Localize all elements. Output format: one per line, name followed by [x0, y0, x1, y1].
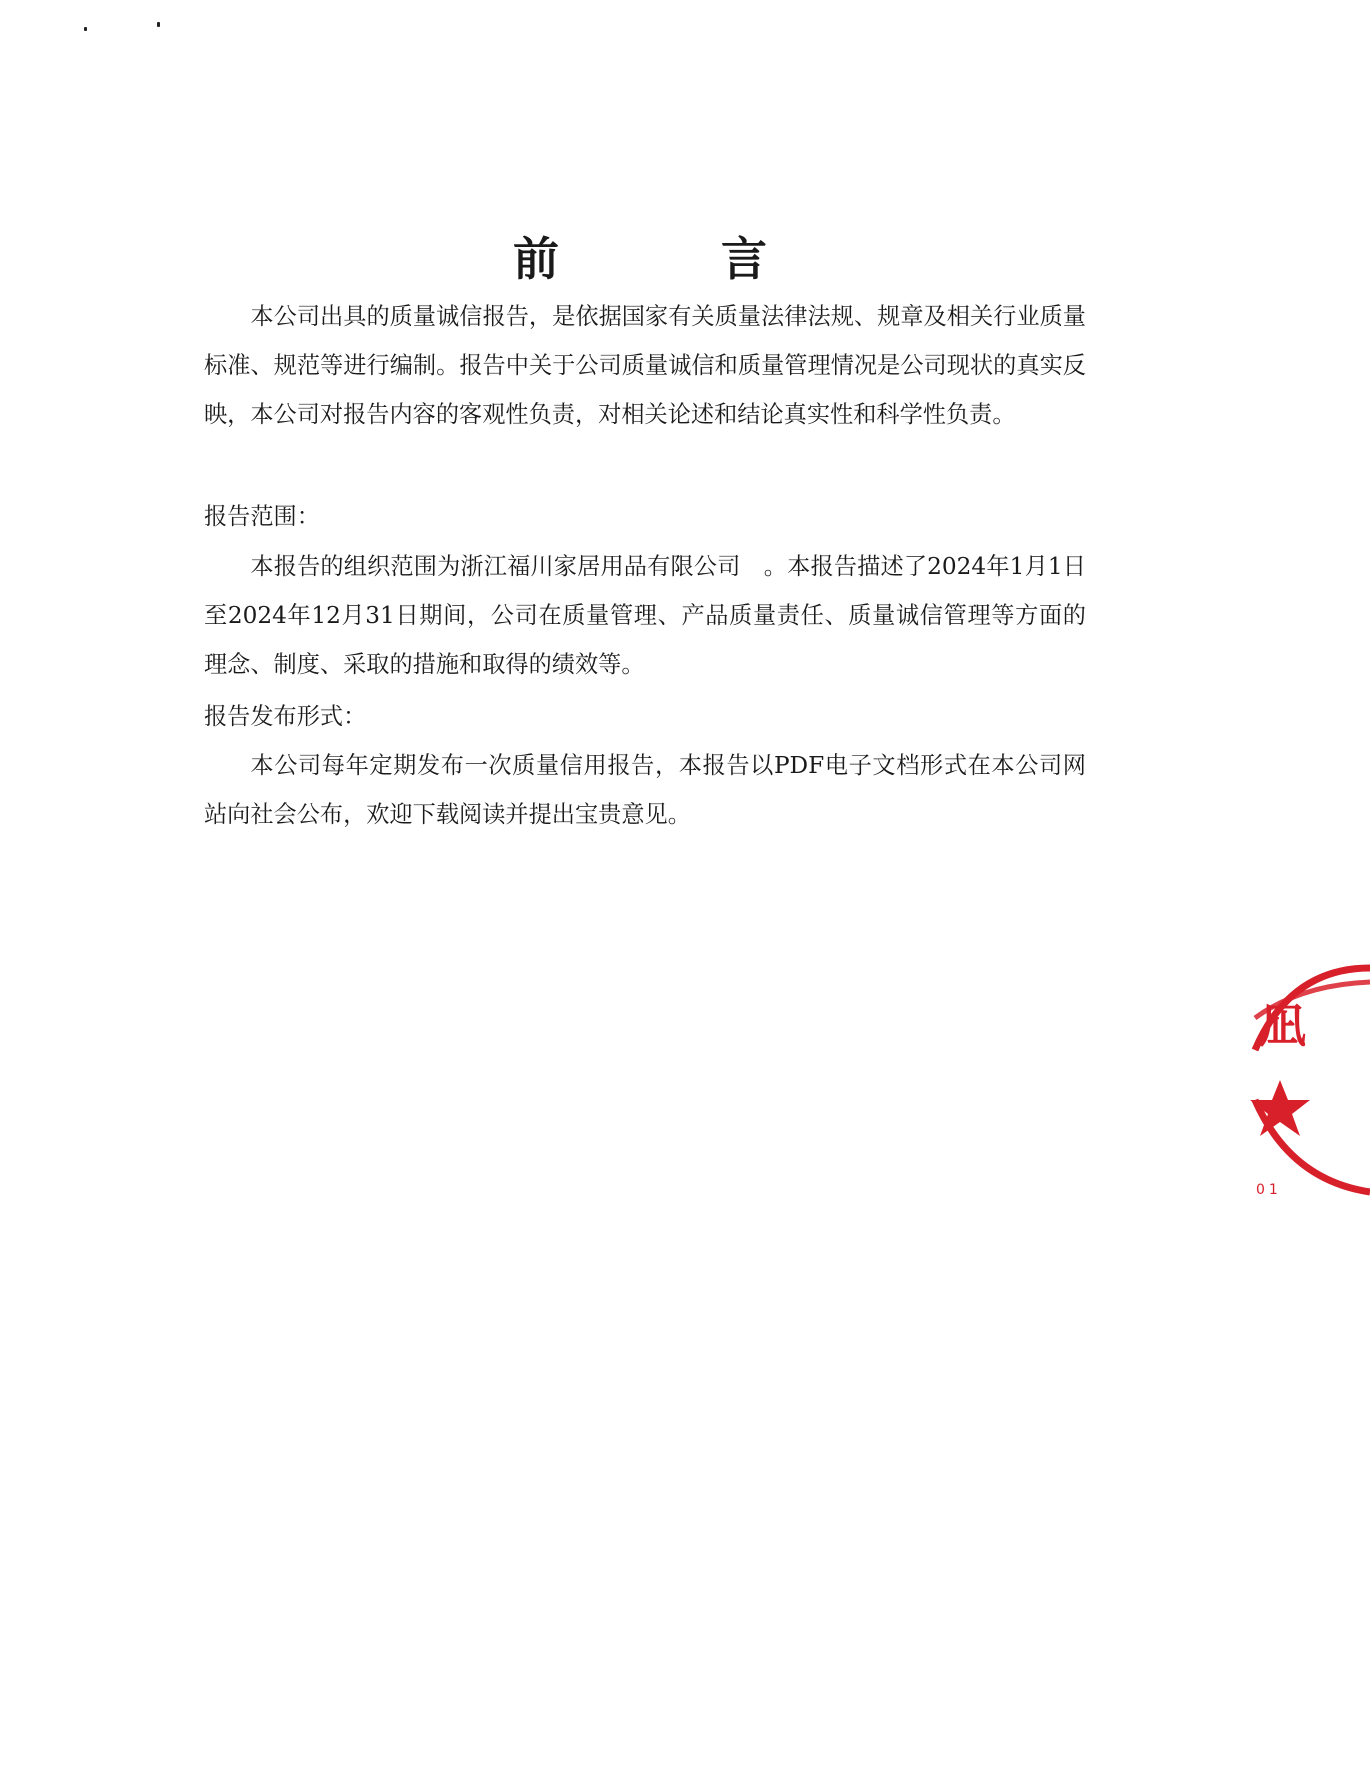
section-heading-format: 报告发布形式： [204, 703, 367, 730]
svg-text:凪: 凪 [1260, 999, 1306, 1053]
scan-speck [157, 22, 160, 27]
preface-paragraph: 本公司出具的质量诚信报告，是依据国家有关质量法律法规、规章及相关行业质量标准、规范等进行编制。报告中关于公司质量诚信和质量管理情况是公司现状的真实反映，本公司对报告内容的客观性负责，对相关论述和结论真实性和科学性负责。 [204, 303, 1086, 428]
svg-text:01: 01 [1256, 1182, 1282, 1198]
section-heading-scope: 报告范围： [204, 503, 320, 530]
page-title: 前 言 [513, 232, 825, 286]
scope-paragraph: 本报告的组织范围为浙江福川家居用品有限公司 。本报告描述了2024年1月1日至2024年12月31日期间，公司在质量管理、产品质量责任、质量诚信管理等方面的理念、制度、采取的措施和取得的绩效等。 [204, 553, 1086, 678]
format-paragraph: 本公司每年定期发布一次质量信用报告，本报告以PDF电子文档形式在本公司网站向社会公布，欢迎下载阅读并提出宝贵意见。 [204, 752, 1086, 828]
scan-speck [84, 27, 87, 31]
company-seal-stamp [1230, 930, 1370, 1230]
